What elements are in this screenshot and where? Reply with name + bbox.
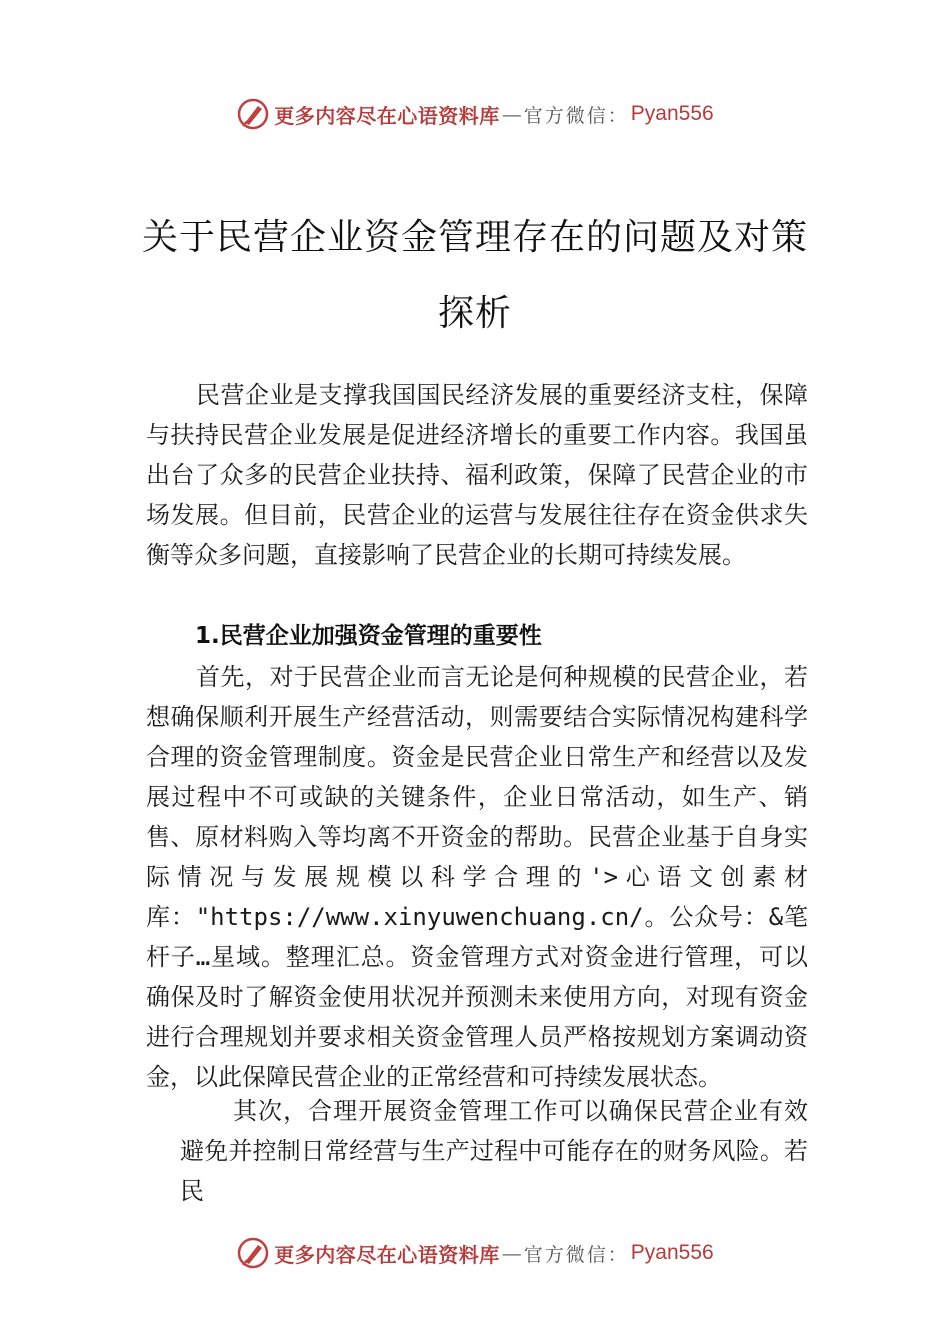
site-name: 更多内容尽在心语资料库 [274, 1242, 500, 1267]
footer-banner [0, 1233, 950, 1273]
wechat-id: Pyan556 [630, 1241, 714, 1264]
header-banner [0, 94, 950, 134]
wechat-label: 官方微信： [523, 1243, 629, 1266]
body-paragraph-1: 首先，对于民营企业而言无论是何种规模的民营企业，若想确保顺利开展生产经营活动，则需要结合实际情况构建科学合理的资金管理制度。资金是民营企业日常生产和经营以及发展过程中不可或缺的关键条件，企业日常活动，如生产、销售、原材料购入等均离不开资金的帮助。民营企业基于自身实际情况与发展规模以科学合理的'>心语文创素材库："https://www.xinyuwenchuang.cn/。公众号：&笔杆子…星域。整理汇总。资金管理方式对资金进行管理，可以确保及时了解资金使用状况并预测未来使用方向，对现有资金进行合理规划并要求相关资金管理人员严格按规划方案调动资金，以此保障民营企业的正常经营和可持续发展状态。 [146, 663, 808, 1091]
body-paragraph-2: 其次，合理开展资金管理工作可以确保民营企业有效避免并控制日常经营与生产过程中可能存在的财务风险。若民 [180, 1097, 808, 1205]
wechat-label: 官方微信： [523, 104, 629, 127]
site-name: 更多内容尽在心语资料库 [274, 103, 500, 128]
intro-paragraph: 民营企业是支撑我国国民经济发展的重要经济支柱，保障与扶持民营企业发展是促进经济增长的重要工作内容。我国虽出台了众多的民营企业扶持、福利政策，保障了民营企业的市场发展。但目前，民营企业的运营与发展往往存在资金供求失衡等众多问题，直接影响了民营企业的长期可持续发展。 [146, 381, 808, 569]
fountain-pen-logo-icon [236, 97, 270, 131]
document-title: 关于民营企业资金管理存在的问题及对策探析 [141, 217, 808, 334]
banner-dash: — [501, 1241, 522, 1265]
banner-dash: — [501, 102, 522, 126]
wechat-id: Pyan556 [630, 102, 714, 125]
section-heading: 1.民营企业加强资金管理的重要性 [195, 623, 542, 649]
fountain-pen-logo-icon [236, 1236, 270, 1270]
